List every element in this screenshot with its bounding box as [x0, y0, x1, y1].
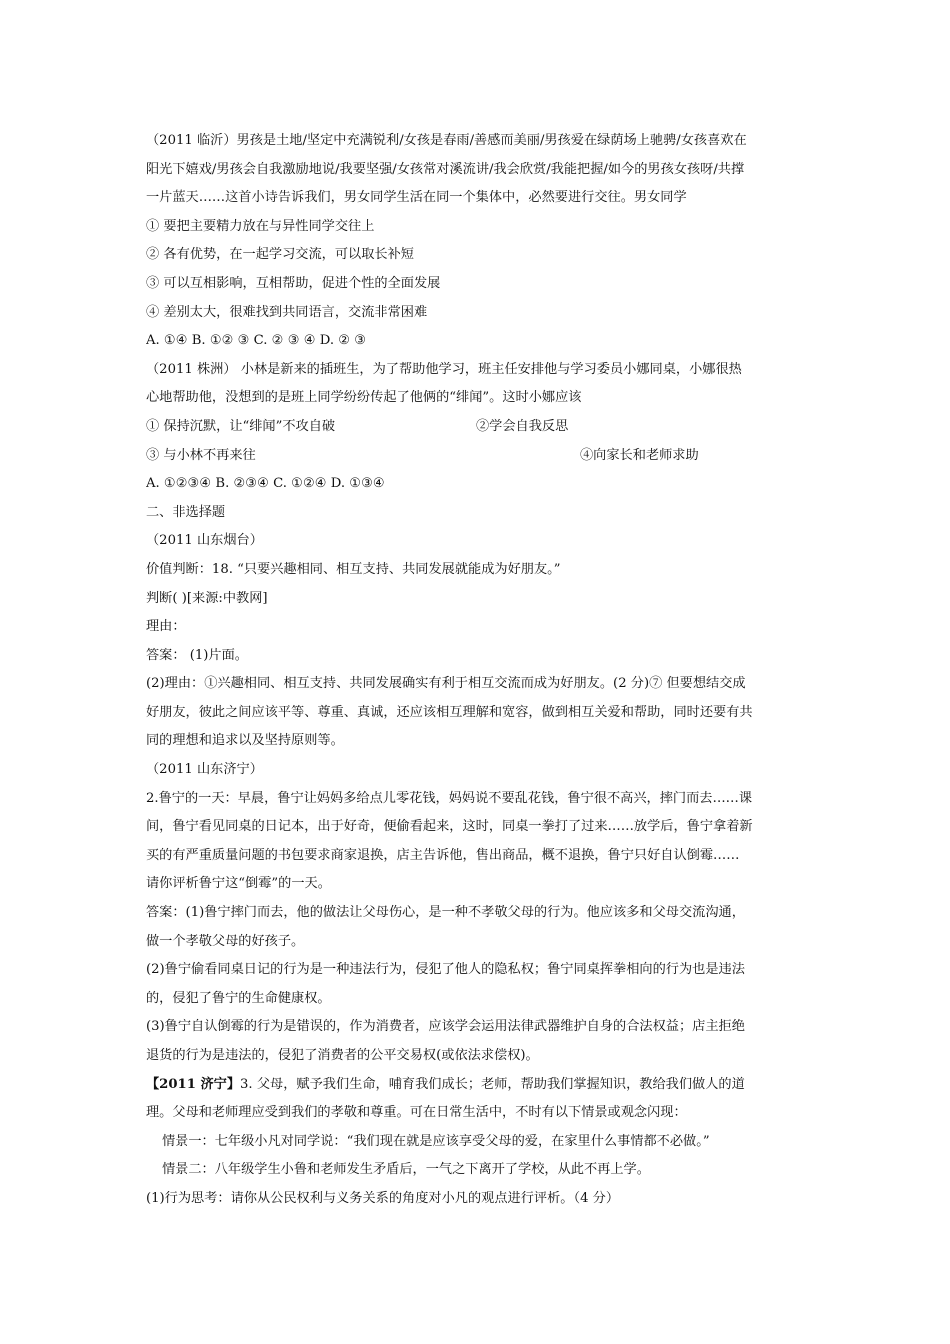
q2-option-1: ① 保持沉默，让“绯闻”不攻自破 — [146, 418, 336, 434]
q3-source: （2011 山东烟台） — [146, 533, 263, 549]
q3-answer-2-line-1: (2)理由：①兴趣相同、相互支持、共同发展确实有利于相互交流而成为好朋友。(2 分)⑦ 但要想结交成 — [146, 676, 746, 692]
q5-first-rest: 3. 父母，赋予我们生命，哺育我们成长；老师，帮助我们掌握知识，教给我们做人的道 — [240, 1076, 745, 1092]
q4-answer-line-2: 做一个孝敬父母的好孩子。 — [146, 933, 305, 949]
q4-answer-line-3: (2)鲁宁偷看同桌日记的行为是一种违法行为，侵犯了他人的隐私权；鲁宁同桌挥拳相向的行为也是违法 — [146, 962, 745, 978]
q4-answer-line-6: 退货的行为是违法的，侵犯了消费者的公平交易权(或依法求偿权)。 — [146, 1048, 539, 1063]
q4-answer-line-4: 的，侵犯了鲁宁的生命健康权。 — [146, 990, 331, 1006]
q3-answer-1: 答案： (1)片面。 — [146, 647, 248, 663]
q4-line-4: 请你评析鲁宁这“倒霉”的一天。 — [146, 876, 331, 892]
q3-reason: 理由： — [146, 619, 186, 635]
q4-answer-line-5: (3)鲁宁自认倒霉的行为是错误的，作为消费者，应该学会运用法律武器维护自身的合法权益；店主拒绝 — [146, 1019, 745, 1035]
q4-source: （2011 山东济宁） — [146, 762, 263, 778]
q4-answer-line-1: 答案：(1)鲁宁摔门而去，他的做法让父母伤心，是一种不孝敬父母的行为。他应该多和父母交流沟通， — [146, 905, 745, 921]
q2-line-1: （2011 株洲） 小林是新来的插班生，为了帮助他学习，班主任安排他与学习委员小娜同桌，小娜很热 — [146, 361, 742, 377]
q3-question: 价值判断：18. “只要兴趣相同、相互支持、共同发展就能成为好朋友。” — [146, 561, 561, 577]
document-page — [146, 127, 811, 1214]
q1-choices: A. ①④ B. ①② ③ C. ② ③ ④ D. ② ③ — [146, 333, 367, 349]
q4-line-2: 间，鲁宁看见同桌的日记本，出于好奇，便偷看起来，这时，同桌一拳打了过来……放学后，鲁宁拿着新 — [146, 819, 753, 835]
q1-line-2: 阳光下嬉戏/男孩会自我激励地说/我要坚强/女孩常对溪流讲/我会欣赏/我能把握/如今的男孩女孩呀/共撑 — [146, 161, 745, 177]
q1-line-1: （2011 临沂）男孩是土地/坚定中充满锐利/女孩是春雨/善感而美丽/男孩爱在绿荫场上驰骋/女孩喜欢在 — [146, 133, 747, 148]
q1-line-3: 一片蓝天……这首小诗告诉我们，男女同学生活在同一个集体中，必然要进行交往。男女同学 — [146, 190, 687, 206]
q1-option-1: ① 要把主要精力放在与异性同学交往上 — [146, 218, 375, 234]
q2-choices: A. ①②③④ B. ②③④ C. ①②④ D. ①③④ — [146, 476, 385, 492]
q5-line-2: 理。父母和老师理应受到我们的孝敬和尊重。可在日常生活中，不时有以下情景或观念闪现： — [146, 1105, 687, 1121]
section-heading: 二、非选择题 — [146, 504, 226, 520]
q5-line-1 — [146, 1071, 811, 1100]
q5-task: (1)行为思考：请你从公民权利与义务关系的角度对小凡的观点进行评析。（4 分） — [146, 1190, 620, 1206]
q2-options-row-2 — [146, 442, 811, 471]
q2-option-4: ④向家长和老师求助 — [580, 447, 699, 463]
q1-option-2: ② 各有优势，在一起学习交流，可以取长补短 — [146, 247, 414, 263]
q4-line-1: 2.鲁宁的一天：早晨，鲁宁让妈妈多给点儿零花钱，妈妈说不要乱花钱，鲁宁很不高兴，摔门而去……课 — [146, 790, 753, 806]
q4-line-3: 买的有严重质量问题的书包要求商家退换，店主告诉他，售出商品，概不退换，鲁宁只好自认倒霉…… — [146, 847, 740, 863]
q1-option-4: ④ 差别太大，很难找到共同语言，交流非常困难 — [146, 304, 428, 320]
q2-option-2: ②学会自我反思 — [476, 418, 569, 434]
q2-options-row-1 — [146, 413, 811, 442]
q2-line-2: 心地帮助他，没想到的是班上同学纷纷传起了他俩的“绯闻”。这时小娜应该 — [146, 390, 582, 406]
q5-source: 【2011 济宁】 — [146, 1076, 241, 1092]
q3-answer-2-line-2: 好朋友，彼此之间应该平等、尊重、真诚，还应该相互理解和宽容，做到相互关爱和帮助，同时还要有共 — [146, 704, 753, 720]
q3-judge: 判断( )[来源:中教网] — [146, 590, 268, 606]
q5-scene-2: 情景二：八年级学生小鲁和老师发生矛盾后，一气之下离开了学校，从此不再上学。 — [162, 1162, 650, 1178]
q2-option-3: ③ 与小林不再来往 — [146, 447, 256, 463]
q3-answer-2-line-3: 同的理想和追求以及坚持原则等。 — [146, 733, 344, 749]
q5-scene-1: 情景一：七年级小凡对同学说：“我们现在就是应该享受父母的爱，在家里什么事情都不必做。” — [162, 1133, 710, 1149]
q1-option-3: ③ 可以互相影响，互相帮助，促进个性的全面发展 — [146, 275, 441, 291]
